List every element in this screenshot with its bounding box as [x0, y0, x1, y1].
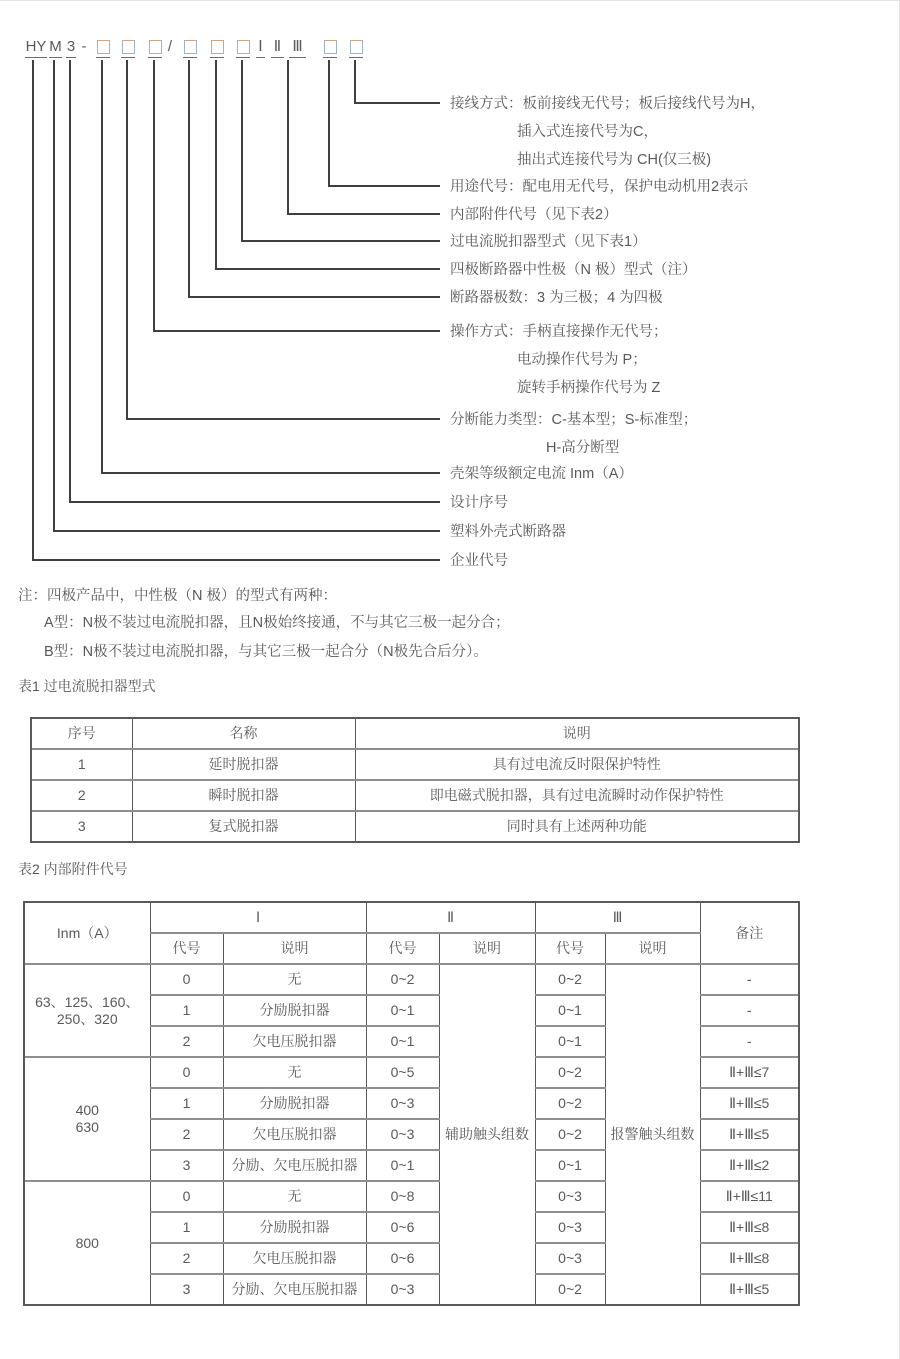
table1-caption: 表1 过电流脱扣器型式 — [18, 678, 156, 694]
label-line: 断路器极数：3 为三极；4 为四极 — [450, 290, 663, 306]
code-box — [349, 38, 363, 58]
label-line: 塑料外壳式断路器 — [450, 524, 566, 540]
label-line: H-高分断型 — [546, 440, 620, 456]
connector-vertical-line — [328, 60, 330, 187]
table2-remark-cell: Ⅱ+Ⅲ≤5 — [700, 1119, 798, 1150]
table2-code2-cell: 0~6 — [366, 1243, 439, 1274]
table1-cell: 同时具有上述两种功能 — [355, 811, 798, 841]
label-line: 企业代号 — [450, 553, 508, 569]
code-char: Ⅰ — [256, 38, 265, 58]
table2-desc1-cell: 分励脱扣器 — [223, 995, 366, 1026]
code-box — [148, 38, 162, 58]
table2-remark-cell: - — [700, 995, 798, 1026]
label-line: 过电流脱扣器型式（见下表1） — [450, 234, 647, 250]
table1-cell: 延时脱扣器 — [132, 749, 355, 780]
label-line: 用途代号：配电用无代号，保护电动机用2表示 — [450, 179, 749, 195]
table2-code1-cell: 1 — [150, 1088, 223, 1119]
code-char: HY — [25, 38, 47, 58]
table1-row — [32, 780, 798, 811]
connector-horizontal-line — [101, 472, 440, 474]
connector-vertical-line — [69, 60, 71, 503]
table2-code2-cell: 0~5 — [366, 1057, 439, 1088]
table2-code1-cell: 3 — [150, 1150, 223, 1181]
code-box — [210, 38, 224, 58]
table2-internal-accessory-codes — [23, 901, 800, 1306]
table2-remark-cell: - — [700, 1026, 798, 1057]
table2-remark-cell: Ⅱ+Ⅲ≤5 — [700, 1088, 798, 1119]
table2-code2-cell: 0~6 — [366, 1212, 439, 1243]
table2-code3-cell: 0~3 — [535, 1243, 605, 1274]
table2-header-desc: 说明 — [605, 933, 700, 964]
table2-desc1-cell: 分励脱扣器 — [223, 1088, 366, 1119]
connector-vertical-line — [53, 60, 55, 532]
label-line: 旋转手柄操作代号为 Z — [517, 380, 661, 396]
table2-header-remark: 备注 — [700, 903, 798, 964]
table2-code1-cell: 2 — [150, 1119, 223, 1150]
connector-vertical-line — [153, 60, 155, 332]
table1-header-cell: 序号 — [32, 719, 132, 749]
table2-inm-cell: 63、125、160、 250、320 — [25, 964, 150, 1057]
connector-horizontal-line — [328, 185, 440, 187]
label-line: 操作方式：手柄直接操作无代号； — [450, 324, 668, 340]
table1-cell: 3 — [32, 811, 132, 841]
table2-desc1-cell: 分励脱扣器 — [223, 1212, 366, 1243]
table2-code1-cell: 0 — [150, 1181, 223, 1212]
table2-header-desc: 说明 — [223, 933, 366, 964]
connector-vertical-line — [241, 60, 243, 242]
label-frame-current — [450, 460, 633, 488]
table2-header-code: 代号 — [535, 933, 605, 964]
table2-inm-cell: 800 — [25, 1181, 150, 1304]
table1-cell: 即电磁式脱扣器，具有过电流瞬时动作保护特性 — [355, 780, 798, 811]
code-box — [236, 38, 250, 58]
label-line: 四极断路器中性极（N 极）型式（注） — [450, 262, 697, 278]
table2-code2-cell: 0~3 — [366, 1088, 439, 1119]
table2-code2-cell: 0~1 — [366, 1026, 439, 1057]
label-overcurrent-release — [450, 228, 647, 256]
table2-code3-cell: 0~2 — [535, 964, 605, 995]
note-title: 注：四极产品中，中性极（N 极）的型式有两种： — [18, 588, 337, 604]
code-box — [323, 38, 337, 58]
connector-vertical-line — [287, 60, 289, 215]
table2-code3-cell: 0~2 — [535, 1088, 605, 1119]
label-neutral-pole-type — [450, 256, 697, 284]
code-box — [183, 38, 197, 58]
connector-vertical-line — [126, 60, 128, 420]
table2-header-group: Ⅱ — [366, 903, 535, 933]
connector-vertical-line — [101, 60, 103, 474]
table2-header-code: 代号 — [366, 933, 439, 964]
table2-code3-cell: 0~3 — [535, 1212, 605, 1243]
code-char: Ⅱ — [271, 38, 284, 58]
label-operation-mode — [450, 318, 668, 402]
label-company-code — [450, 547, 508, 575]
connector-horizontal-line — [241, 240, 440, 242]
table2-code2-cell: 0~2 — [366, 964, 439, 995]
connector-vertical-line — [32, 60, 34, 561]
note-type-a: A型：N极不装过电流脱扣器，且N极始终接通，不与其它三极一起分合； — [44, 615, 510, 631]
table2-desc1-cell: 无 — [223, 1181, 366, 1212]
table2-remark-cell: Ⅱ+Ⅲ≤8 — [700, 1243, 798, 1274]
table2-code2-cell: 0~3 — [366, 1119, 439, 1150]
label-line: 接线方式：板前接线无代号；板后接线代号为H， — [450, 96, 765, 112]
table2-code3-cell: 0~2 — [535, 1274, 605, 1304]
table2-desc1-cell: 欠电压脱扣器 — [223, 1243, 366, 1274]
table2-code3-cell: 0~3 — [535, 1181, 605, 1212]
table2-desc1-cell: 分励、欠电压脱扣器 — [223, 1274, 366, 1304]
connector-horizontal-line — [188, 296, 440, 298]
code-char: Ⅲ — [289, 38, 306, 58]
code-box — [121, 38, 135, 58]
table1-cell: 具有过电流反时限保护特性 — [355, 749, 798, 780]
table2-code2-cell: 0~8 — [366, 1181, 439, 1212]
table2-code2-cell: 0~3 — [366, 1274, 439, 1304]
label-line: 内部附件代号（见下表2） — [450, 207, 618, 223]
label-internal-accessory — [450, 201, 618, 229]
label-line: 抽出式连接代号为 CH(仅三极) — [517, 152, 712, 168]
table2-desc1-cell: 欠电压脱扣器 — [223, 1026, 366, 1057]
code-char: M — [49, 38, 62, 58]
code-char: / — [167, 38, 173, 55]
code-box — [96, 38, 110, 58]
table2-code2-cell: 0~1 — [366, 1150, 439, 1181]
table2-header-inm: Inm（A） — [25, 903, 150, 964]
table2-code1-cell: 1 — [150, 1212, 223, 1243]
label-breaking-capacity — [450, 406, 697, 462]
table2-code3-cell: 0~1 — [535, 1150, 605, 1181]
connector-horizontal-line — [215, 268, 440, 270]
table2-code1-cell: 2 — [150, 1243, 223, 1274]
connector-horizontal-line — [126, 418, 440, 420]
label-line: 壳架等级额定电流 Inm（A） — [450, 466, 633, 482]
connector-horizontal-line — [69, 501, 440, 503]
table2-desc1-cell: 无 — [223, 964, 366, 995]
table2-remark-cell: Ⅱ+Ⅲ≤5 — [700, 1274, 798, 1304]
table2-remark-cell: Ⅱ+Ⅲ≤2 — [700, 1150, 798, 1181]
table1-header-cell: 说明 — [355, 719, 798, 749]
table2-aux-desc-cell: 辅助触头组数 — [439, 964, 535, 1304]
table2-code1-cell: 2 — [150, 1026, 223, 1057]
table2-code3-cell: 0~1 — [535, 1026, 605, 1057]
code-char: - — [81, 38, 87, 55]
note-type-b: B型：N极不装过电流脱扣器，与其它三极一起合分（N极先合后分）。 — [44, 644, 488, 660]
connector-horizontal-line — [53, 530, 440, 532]
table2-alarm-desc-cell: 报警触头组数 — [605, 964, 700, 1304]
connector-horizontal-line — [354, 102, 440, 104]
table2-code3-cell: 0~2 — [535, 1057, 605, 1088]
table2-inm-cell: 400 630 — [25, 1057, 150, 1181]
table2-code3-cell: 0~2 — [535, 1119, 605, 1150]
table2-header-code: 代号 — [150, 933, 223, 964]
table2-desc1-cell: 无 — [223, 1057, 366, 1088]
table1-cell: 1 — [32, 749, 132, 780]
table2-remark-cell: Ⅱ+Ⅲ≤11 — [700, 1181, 798, 1212]
label-mccb — [450, 518, 566, 546]
connector-vertical-line — [354, 60, 356, 104]
label-line: 分断能力类型：C-基本型；S-标准型； — [450, 412, 698, 428]
label-usage-code — [450, 173, 748, 201]
table2-header-group: Ⅰ — [150, 903, 366, 933]
table1-header-cell: 名称 — [132, 719, 355, 749]
connector-vertical-line — [215, 60, 217, 270]
connector-vertical-line — [188, 60, 190, 298]
table2-remark-cell: Ⅱ+Ⅲ≤8 — [700, 1212, 798, 1243]
table2-code1-cell: 0 — [150, 964, 223, 995]
label-pole-count — [450, 284, 663, 312]
table1-cell: 瞬时脱扣器 — [132, 780, 355, 811]
table2-desc1-cell: 分励、欠电压脱扣器 — [223, 1150, 366, 1181]
table2-code3-cell: 0~1 — [535, 995, 605, 1026]
table2-code1-cell: 0 — [150, 1057, 223, 1088]
label-line: 插入式连接代号为C， — [517, 124, 658, 140]
table1-overcurrent-release-types — [30, 717, 800, 843]
table1-cell: 2 — [32, 780, 132, 811]
table2-header-group: Ⅲ — [535, 903, 700, 933]
table2-code2-cell: 0~1 — [366, 995, 439, 1026]
table2-row — [25, 964, 798, 995]
table2-header-desc: 说明 — [439, 933, 535, 964]
table1-row — [32, 811, 798, 841]
label-design-serial — [450, 489, 508, 517]
label-line: 电动操作代号为 P； — [517, 352, 647, 368]
table2-desc1-cell: 欠电压脱扣器 — [223, 1119, 366, 1150]
label-wiring-mode — [450, 90, 765, 174]
label-line: 设计序号 — [450, 495, 508, 511]
connector-horizontal-line — [32, 559, 440, 561]
table2-remark-cell: - — [700, 964, 798, 995]
connector-horizontal-line — [153, 330, 440, 332]
table2-caption: 表2 内部附件代号 — [18, 861, 128, 877]
table1-cell: 复式脱扣器 — [132, 811, 355, 841]
table2-code1-cell: 3 — [150, 1274, 223, 1304]
table2-remark-cell: Ⅱ+Ⅲ≤7 — [700, 1057, 798, 1088]
table2-code1-cell: 1 — [150, 995, 223, 1026]
code-char: 3 — [66, 38, 76, 58]
table1-row — [32, 749, 798, 780]
connector-horizontal-line — [287, 213, 440, 215]
